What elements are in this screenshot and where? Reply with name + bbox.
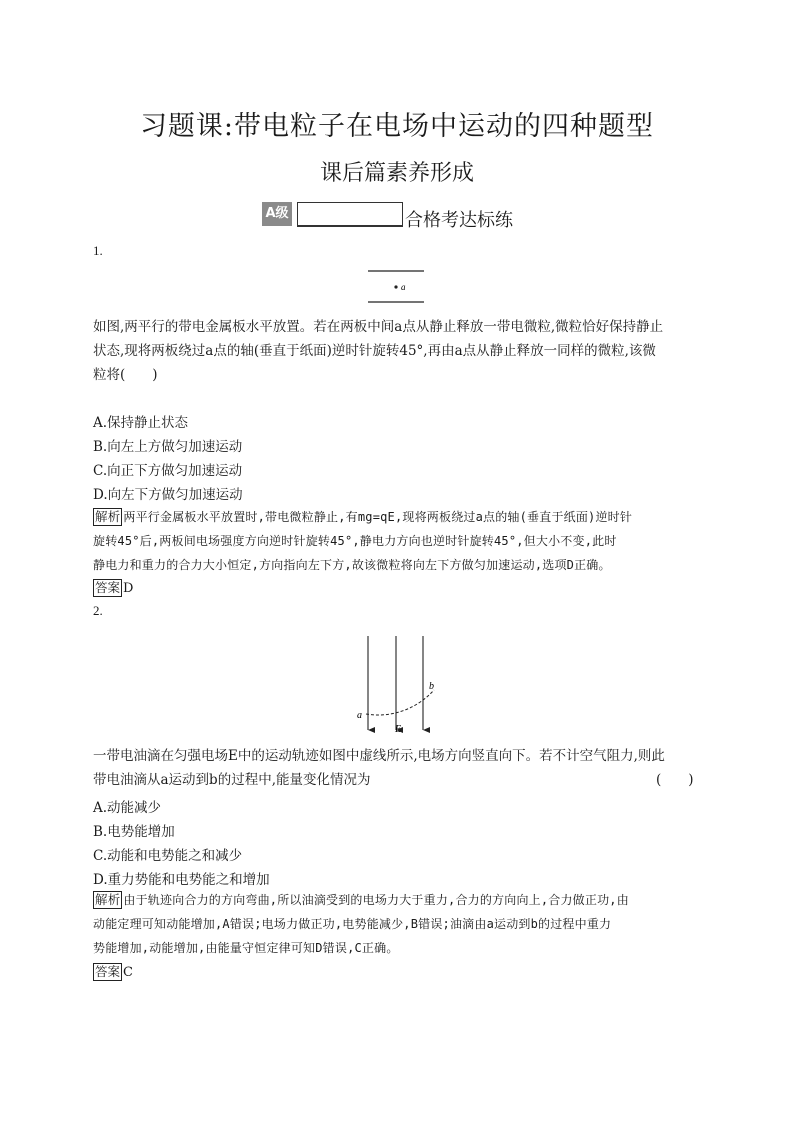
level-badge: A级 — [262, 202, 292, 226]
q2-analysis — [93, 888, 705, 960]
q1-point-a — [394, 285, 397, 288]
q2-option-b: B.电势能增加 — [93, 824, 175, 840]
q1-stem-line: 如图,两平行的带电金属板水平放置。若在两板中间a点从静止释放一带电微粒,微粒恰好保持静止 — [93, 319, 664, 335]
q1-analysis-line: 静电力和重力的合力大小恒定,方向指向左下方,故该微粒将向左下方做匀加速运动,选项D正确。 — [93, 558, 611, 572]
q1-stem-line: 粒将( ) — [93, 367, 158, 383]
q2-figure-field — [350, 632, 450, 740]
q2-option-c: C.动能和电势能之和减少 — [93, 848, 243, 864]
q2-analysis-line: 动能定理可知动能增加,A错误;电场力做正功,电势能减少,B错误;油滴由a运动到b的过程中重力 — [93, 917, 612, 931]
question-2-stem — [93, 744, 703, 792]
q1-option-b: B.向左上方做匀加速运动 — [93, 439, 243, 455]
q2-analysis-line: 由于轨迹向合力的方向弯曲,所以油滴受到的电场力大于重力,合力的方向向上,合力做正功,由 — [123, 893, 629, 907]
q2-label-a: a — [357, 710, 362, 721]
level-blank-box — [297, 202, 403, 227]
q1-analysis — [93, 505, 705, 577]
q1-stem-line: 状态,现将两板绕过a点的轴(垂直于纸面)逆时针旋转45°,再由a点从静止释放一同样的微粒,该微 — [93, 343, 656, 359]
q2-label-e: E — [395, 724, 402, 735]
section-subtitle: 课后篇素养形成 — [319, 161, 474, 186]
q1-option-c: C.向正下方做匀加速运动 — [93, 463, 243, 479]
q1-label-a: a — [401, 282, 406, 292]
q2-option-d: D.重力势能和电势能之和增加 — [93, 872, 270, 888]
q2-label-b: b — [429, 681, 434, 692]
q2-stem-line: 带电油滴从a运动到b的过程中,能量变化情况为 — [93, 772, 371, 788]
q1-option-a: A.保持静止状态 — [93, 415, 189, 431]
q1-analysis-line: 旋转45°后,两板间电场强度方向逆时针旋转45°,静电力方向也逆时针旋转45°,但大小不变,此时 — [93, 534, 617, 548]
q2-answer-tag: 答案 — [95, 964, 121, 979]
q1-analysis-tag: 解析 — [95, 509, 121, 524]
q2-stem-line: 一带电油滴在匀强电场E中的运动轨迹如图中虚线所示,电场方向竖直向下。若不计空气阻力,则此 — [93, 748, 665, 764]
question-1-stem — [93, 315, 703, 387]
q1-answer-value: D — [123, 581, 134, 596]
q2-analysis-tag: 解析 — [95, 892, 121, 907]
q1-answer-tag: 答案 — [95, 580, 121, 595]
q2-answer-bracket: ( ) — [656, 772, 694, 788]
q1-option-d: D.向左下方做匀加速运动 — [93, 487, 243, 503]
question-2-number: 2. — [93, 603, 103, 618]
q2-option-a: A.动能减少 — [93, 800, 162, 816]
q1-figure-plates — [360, 266, 430, 308]
page-title: 习题课:带电粒子在电场中运动的四种题型 — [139, 111, 655, 142]
q2-analysis-line: 势能增加,动能增加,由能量守恒定律可知D错误,C正确。 — [93, 941, 399, 955]
level-text: 合格考达标练 — [405, 210, 513, 231]
q2-answer-value: C — [123, 965, 133, 980]
q2-trajectory — [366, 690, 434, 715]
q2-answer — [93, 963, 133, 981]
question-1-number: 1. — [93, 243, 103, 258]
q1-answer — [93, 579, 133, 597]
q1-analysis-line: 两平行金属板水平放置时,带电微粒静止,有mg=qE,现将两板绕过a点的轴(垂直于纸面)逆时针 — [123, 510, 633, 524]
